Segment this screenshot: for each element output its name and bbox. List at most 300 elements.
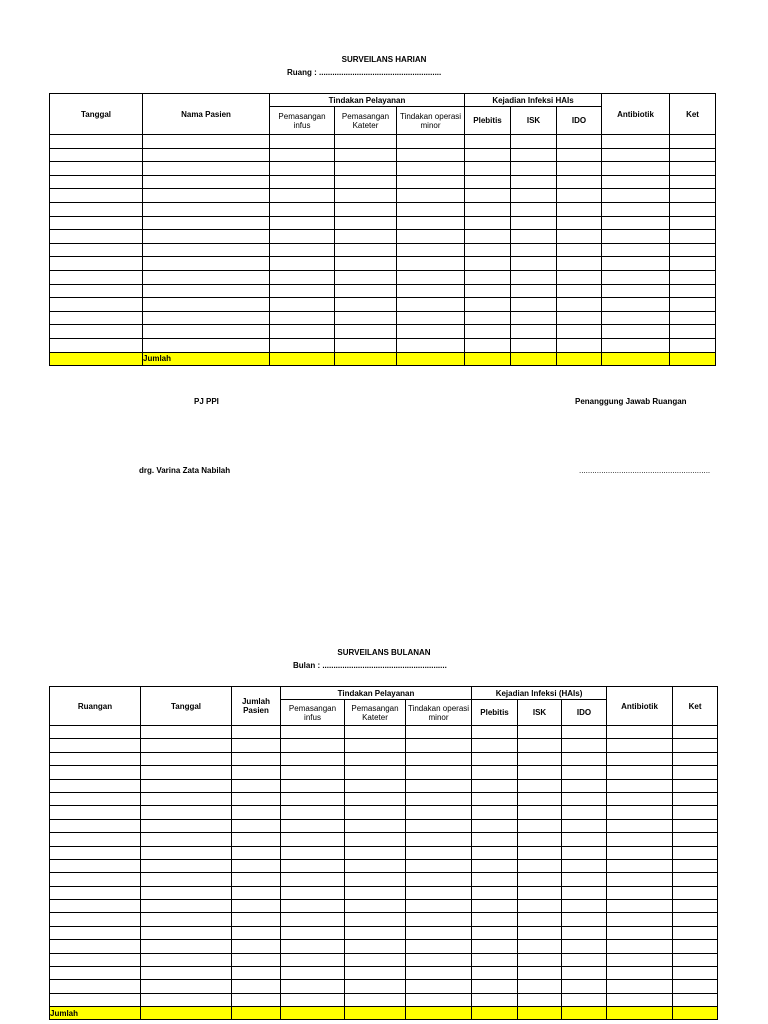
table-cell[interactable] [397,162,465,176]
table-cell[interactable] [50,993,141,1006]
table-cell[interactable] [472,980,518,993]
table-cell[interactable] [397,135,465,149]
table-cell[interactable] [50,175,143,189]
table-cell[interactable] [562,752,607,765]
table-cell[interactable] [673,993,718,1006]
table-cell[interactable] [232,846,281,859]
table-cell[interactable] [673,953,718,966]
table-cell[interactable] [345,766,406,779]
table-cell[interactable] [50,230,143,244]
table-cell[interactable] [232,806,281,819]
table-cell[interactable] [562,846,607,859]
table-cell[interactable] [673,967,718,980]
table-cell[interactable] [602,162,670,176]
table-cell[interactable] [281,806,345,819]
table-cell[interactable] [472,752,518,765]
table-cell[interactable] [270,325,335,339]
table-cell[interactable] [607,859,673,872]
table-cell[interactable] [270,189,335,203]
table-cell[interactable] [50,189,143,203]
table-cell[interactable] [670,202,716,216]
table-cell[interactable] [511,216,557,230]
table-cell[interactable] [232,900,281,913]
table-cell[interactable] [472,766,518,779]
table-cell[interactable] [232,993,281,1006]
table-cell[interactable] [673,752,718,765]
table-cell[interactable] [602,298,670,312]
table-cell[interactable] [270,338,335,352]
table-cell[interactable] [143,135,270,149]
table-cell[interactable] [143,298,270,312]
table-cell[interactable] [670,148,716,162]
table-cell[interactable] [406,900,472,913]
table-cell[interactable] [472,926,518,939]
table-cell[interactable] [50,257,143,271]
table-cell[interactable] [406,739,472,752]
table-cell[interactable] [335,135,397,149]
table-cell[interactable] [406,967,472,980]
table-cell[interactable] [143,243,270,257]
table-cell[interactable] [607,913,673,926]
table-cell[interactable] [406,873,472,886]
table-cell[interactable] [345,873,406,886]
table-cell[interactable] [557,230,602,244]
table-cell[interactable] [141,967,232,980]
table-cell[interactable] [511,135,557,149]
table-cell[interactable] [50,162,143,176]
table-cell[interactable] [602,338,670,352]
table-cell[interactable] [607,806,673,819]
table-cell[interactable] [232,726,281,739]
table-cell[interactable] [511,284,557,298]
table-cell[interactable] [472,940,518,953]
table-cell[interactable] [472,726,518,739]
table-cell[interactable] [345,833,406,846]
table-cell[interactable] [562,900,607,913]
table-cell[interactable] [511,298,557,312]
table-cell[interactable] [670,270,716,284]
table-cell[interactable] [518,980,562,993]
table-cell[interactable] [406,752,472,765]
table-cell[interactable] [406,953,472,966]
table-cell[interactable] [281,819,345,832]
table-cell[interactable] [270,298,335,312]
table-cell[interactable] [397,311,465,325]
table-cell[interactable] [607,779,673,792]
table-cell[interactable] [143,175,270,189]
table-cell[interactable] [50,913,141,926]
table-cell[interactable] [472,833,518,846]
table-cell[interactable] [557,284,602,298]
table-cell[interactable] [670,135,716,149]
table-cell[interactable] [673,766,718,779]
table-cell[interactable] [141,980,232,993]
table-cell[interactable] [518,967,562,980]
table-cell[interactable] [281,980,345,993]
table-cell[interactable] [345,739,406,752]
table-cell[interactable] [143,230,270,244]
table-cell[interactable] [141,819,232,832]
table-cell[interactable] [518,726,562,739]
table-cell[interactable] [465,230,511,244]
table-cell[interactable] [270,230,335,244]
table-cell[interactable] [670,311,716,325]
table-cell[interactable] [472,993,518,1006]
table-cell[interactable] [562,806,607,819]
table-cell[interactable] [673,926,718,939]
table-cell[interactable] [281,873,345,886]
table-cell[interactable] [232,766,281,779]
table-cell[interactable] [397,148,465,162]
table-cell[interactable] [518,913,562,926]
table-cell[interactable] [557,175,602,189]
table-cell[interactable] [281,739,345,752]
table-cell[interactable] [143,257,270,271]
table-cell[interactable] [607,873,673,886]
table-cell[interactable] [50,766,141,779]
table-cell[interactable] [345,993,406,1006]
table-cell[interactable] [472,886,518,899]
table-cell[interactable] [670,189,716,203]
table-cell[interactable] [562,779,607,792]
table-cell[interactable] [345,900,406,913]
table-cell[interactable] [511,311,557,325]
table-cell[interactable] [270,270,335,284]
table-cell[interactable] [141,846,232,859]
table-cell[interactable] [518,779,562,792]
table-cell[interactable] [281,846,345,859]
table-cell[interactable] [345,726,406,739]
table-cell[interactable] [607,953,673,966]
table-cell[interactable] [50,806,141,819]
table-cell[interactable] [50,833,141,846]
table-cell[interactable] [232,953,281,966]
table-cell[interactable] [50,135,143,149]
table-cell[interactable] [557,135,602,149]
table-cell[interactable] [406,792,472,805]
table-cell[interactable] [141,833,232,846]
table-cell[interactable] [335,311,397,325]
table-cell[interactable] [50,980,141,993]
table-cell[interactable] [602,325,670,339]
table-cell[interactable] [335,243,397,257]
table-cell[interactable] [50,284,143,298]
table-cell[interactable] [232,833,281,846]
table-cell[interactable] [50,216,143,230]
table-cell[interactable] [607,833,673,846]
table-cell[interactable] [562,953,607,966]
table-cell[interactable] [607,886,673,899]
table-cell[interactable] [511,148,557,162]
table-cell[interactable] [562,913,607,926]
table-cell[interactable] [143,338,270,352]
table-cell[interactable] [50,926,141,939]
table-cell[interactable] [143,270,270,284]
table-cell[interactable] [562,833,607,846]
table-cell[interactable] [335,325,397,339]
table-cell[interactable] [670,230,716,244]
table-cell[interactable] [141,806,232,819]
table-cell[interactable] [670,162,716,176]
table-cell[interactable] [345,967,406,980]
table-cell[interactable] [281,953,345,966]
table-cell[interactable] [406,859,472,872]
table-cell[interactable] [232,926,281,939]
table-cell[interactable] [607,967,673,980]
table-cell[interactable] [143,148,270,162]
table-cell[interactable] [270,148,335,162]
table-cell[interactable] [602,230,670,244]
table-cell[interactable] [232,752,281,765]
table-cell[interactable] [557,148,602,162]
table-cell[interactable] [673,779,718,792]
table-cell[interactable] [607,819,673,832]
table-cell[interactable] [143,216,270,230]
table-cell[interactable] [557,202,602,216]
table-cell[interactable] [518,766,562,779]
table-cell[interactable] [602,270,670,284]
table-cell[interactable] [50,859,141,872]
table-cell[interactable] [518,940,562,953]
table-cell[interactable] [281,993,345,1006]
table-cell[interactable] [397,230,465,244]
table-cell[interactable] [50,148,143,162]
table-cell[interactable] [472,967,518,980]
table-cell[interactable] [518,819,562,832]
table-cell[interactable] [511,325,557,339]
table-cell[interactable] [557,189,602,203]
table-cell[interactable] [511,175,557,189]
table-cell[interactable] [50,311,143,325]
table-cell[interactable] [673,859,718,872]
table-cell[interactable] [281,752,345,765]
table-cell[interactable] [50,779,141,792]
table-cell[interactable] [345,806,406,819]
table-cell[interactable] [397,202,465,216]
table-cell[interactable] [50,940,141,953]
table-cell[interactable] [465,135,511,149]
table-cell[interactable] [397,338,465,352]
table-cell[interactable] [465,270,511,284]
table-cell[interactable] [607,940,673,953]
table-cell[interactable] [345,980,406,993]
table-cell[interactable] [345,792,406,805]
table-cell[interactable] [472,873,518,886]
table-cell[interactable] [518,739,562,752]
table-cell[interactable] [143,311,270,325]
table-cell[interactable] [270,202,335,216]
table-cell[interactable] [670,325,716,339]
table-cell[interactable] [50,873,141,886]
table-cell[interactable] [673,726,718,739]
table-cell[interactable] [270,284,335,298]
table-cell[interactable] [511,270,557,284]
table-cell[interactable] [562,967,607,980]
table-cell[interactable] [465,284,511,298]
table-cell[interactable] [602,175,670,189]
table-cell[interactable] [673,913,718,926]
table-cell[interactable] [50,846,141,859]
table-cell[interactable] [345,886,406,899]
table-cell[interactable] [602,284,670,298]
table-cell[interactable] [397,189,465,203]
table-cell[interactable] [50,900,141,913]
table-cell[interactable] [281,900,345,913]
table-cell[interactable] [670,338,716,352]
table-cell[interactable] [557,311,602,325]
table-cell[interactable] [50,819,141,832]
table-cell[interactable] [345,913,406,926]
table-cell[interactable] [143,162,270,176]
table-cell[interactable] [397,270,465,284]
table-cell[interactable] [397,243,465,257]
table-cell[interactable] [141,926,232,939]
table-cell[interactable] [335,216,397,230]
table-cell[interactable] [465,148,511,162]
table-cell[interactable] [673,739,718,752]
table-cell[interactable] [562,766,607,779]
table-cell[interactable] [50,270,143,284]
table-cell[interactable] [557,216,602,230]
table-cell[interactable] [602,135,670,149]
table-cell[interactable] [673,833,718,846]
table-cell[interactable] [335,230,397,244]
table-cell[interactable] [50,243,143,257]
table-cell[interactable] [518,953,562,966]
table-cell[interactable] [232,739,281,752]
table-cell[interactable] [518,926,562,939]
table-cell[interactable] [607,792,673,805]
table-cell[interactable] [465,175,511,189]
table-cell[interactable] [281,967,345,980]
table-cell[interactable] [281,913,345,926]
table-cell[interactable] [50,298,143,312]
table-cell[interactable] [335,257,397,271]
table-cell[interactable] [232,779,281,792]
table-cell[interactable] [397,257,465,271]
table-cell[interactable] [557,257,602,271]
table-cell[interactable] [232,819,281,832]
table-cell[interactable] [406,940,472,953]
table-cell[interactable] [141,739,232,752]
table-cell[interactable] [335,189,397,203]
table-cell[interactable] [602,257,670,271]
table-cell[interactable] [270,216,335,230]
table-cell[interactable] [670,257,716,271]
table-cell[interactable] [472,900,518,913]
table-cell[interactable] [141,779,232,792]
table-cell[interactable] [607,752,673,765]
table-cell[interactable] [406,913,472,926]
table-cell[interactable] [557,325,602,339]
table-cell[interactable] [602,148,670,162]
table-cell[interactable] [557,243,602,257]
table-cell[interactable] [602,202,670,216]
table-cell[interactable] [345,779,406,792]
table-cell[interactable] [518,993,562,1006]
table-cell[interactable] [472,846,518,859]
table-cell[interactable] [270,135,335,149]
table-cell[interactable] [673,940,718,953]
table-cell[interactable] [562,886,607,899]
table-cell[interactable] [141,993,232,1006]
table-cell[interactable] [397,175,465,189]
table-cell[interactable] [141,766,232,779]
table-cell[interactable] [270,257,335,271]
table-cell[interactable] [345,859,406,872]
table-cell[interactable] [141,859,232,872]
table-cell[interactable] [511,243,557,257]
table-cell[interactable] [557,162,602,176]
table-cell[interactable] [562,980,607,993]
table-cell[interactable] [397,216,465,230]
table-cell[interactable] [472,953,518,966]
table-cell[interactable] [673,846,718,859]
table-cell[interactable] [465,257,511,271]
table-cell[interactable] [270,175,335,189]
table-cell[interactable] [50,325,143,339]
table-cell[interactable] [345,953,406,966]
table-cell[interactable] [50,338,143,352]
table-cell[interactable] [50,726,141,739]
table-cell[interactable] [670,175,716,189]
table-cell[interactable] [50,739,141,752]
table-cell[interactable] [562,993,607,1006]
table-cell[interactable] [141,886,232,899]
table-cell[interactable] [607,766,673,779]
table-cell[interactable] [607,726,673,739]
table-cell[interactable] [281,766,345,779]
table-cell[interactable] [50,886,141,899]
table-cell[interactable] [557,338,602,352]
table-cell[interactable] [562,819,607,832]
table-cell[interactable] [281,926,345,939]
table-cell[interactable] [406,726,472,739]
table-cell[interactable] [141,726,232,739]
table-cell[interactable] [562,873,607,886]
table-cell[interactable] [232,913,281,926]
table-cell[interactable] [562,739,607,752]
table-cell[interactable] [281,859,345,872]
table-cell[interactable] [232,792,281,805]
table-cell[interactable] [465,189,511,203]
table-cell[interactable] [335,175,397,189]
table-cell[interactable] [345,819,406,832]
table-cell[interactable] [472,806,518,819]
table-cell[interactable] [518,806,562,819]
table-cell[interactable] [670,298,716,312]
table-cell[interactable] [345,752,406,765]
table-cell[interactable] [465,243,511,257]
table-cell[interactable] [141,940,232,953]
table-cell[interactable] [281,726,345,739]
table-cell[interactable] [141,953,232,966]
table-cell[interactable] [557,270,602,284]
table-cell[interactable] [397,298,465,312]
table-cell[interactable] [670,243,716,257]
table-cell[interactable] [335,284,397,298]
table-cell[interactable] [335,298,397,312]
table-cell[interactable] [270,243,335,257]
table-cell[interactable] [518,886,562,899]
table-cell[interactable] [562,940,607,953]
table-cell[interactable] [673,980,718,993]
table-cell[interactable] [472,779,518,792]
table-cell[interactable] [406,846,472,859]
table-cell[interactable] [562,792,607,805]
table-cell[interactable] [602,311,670,325]
table-cell[interactable] [141,900,232,913]
